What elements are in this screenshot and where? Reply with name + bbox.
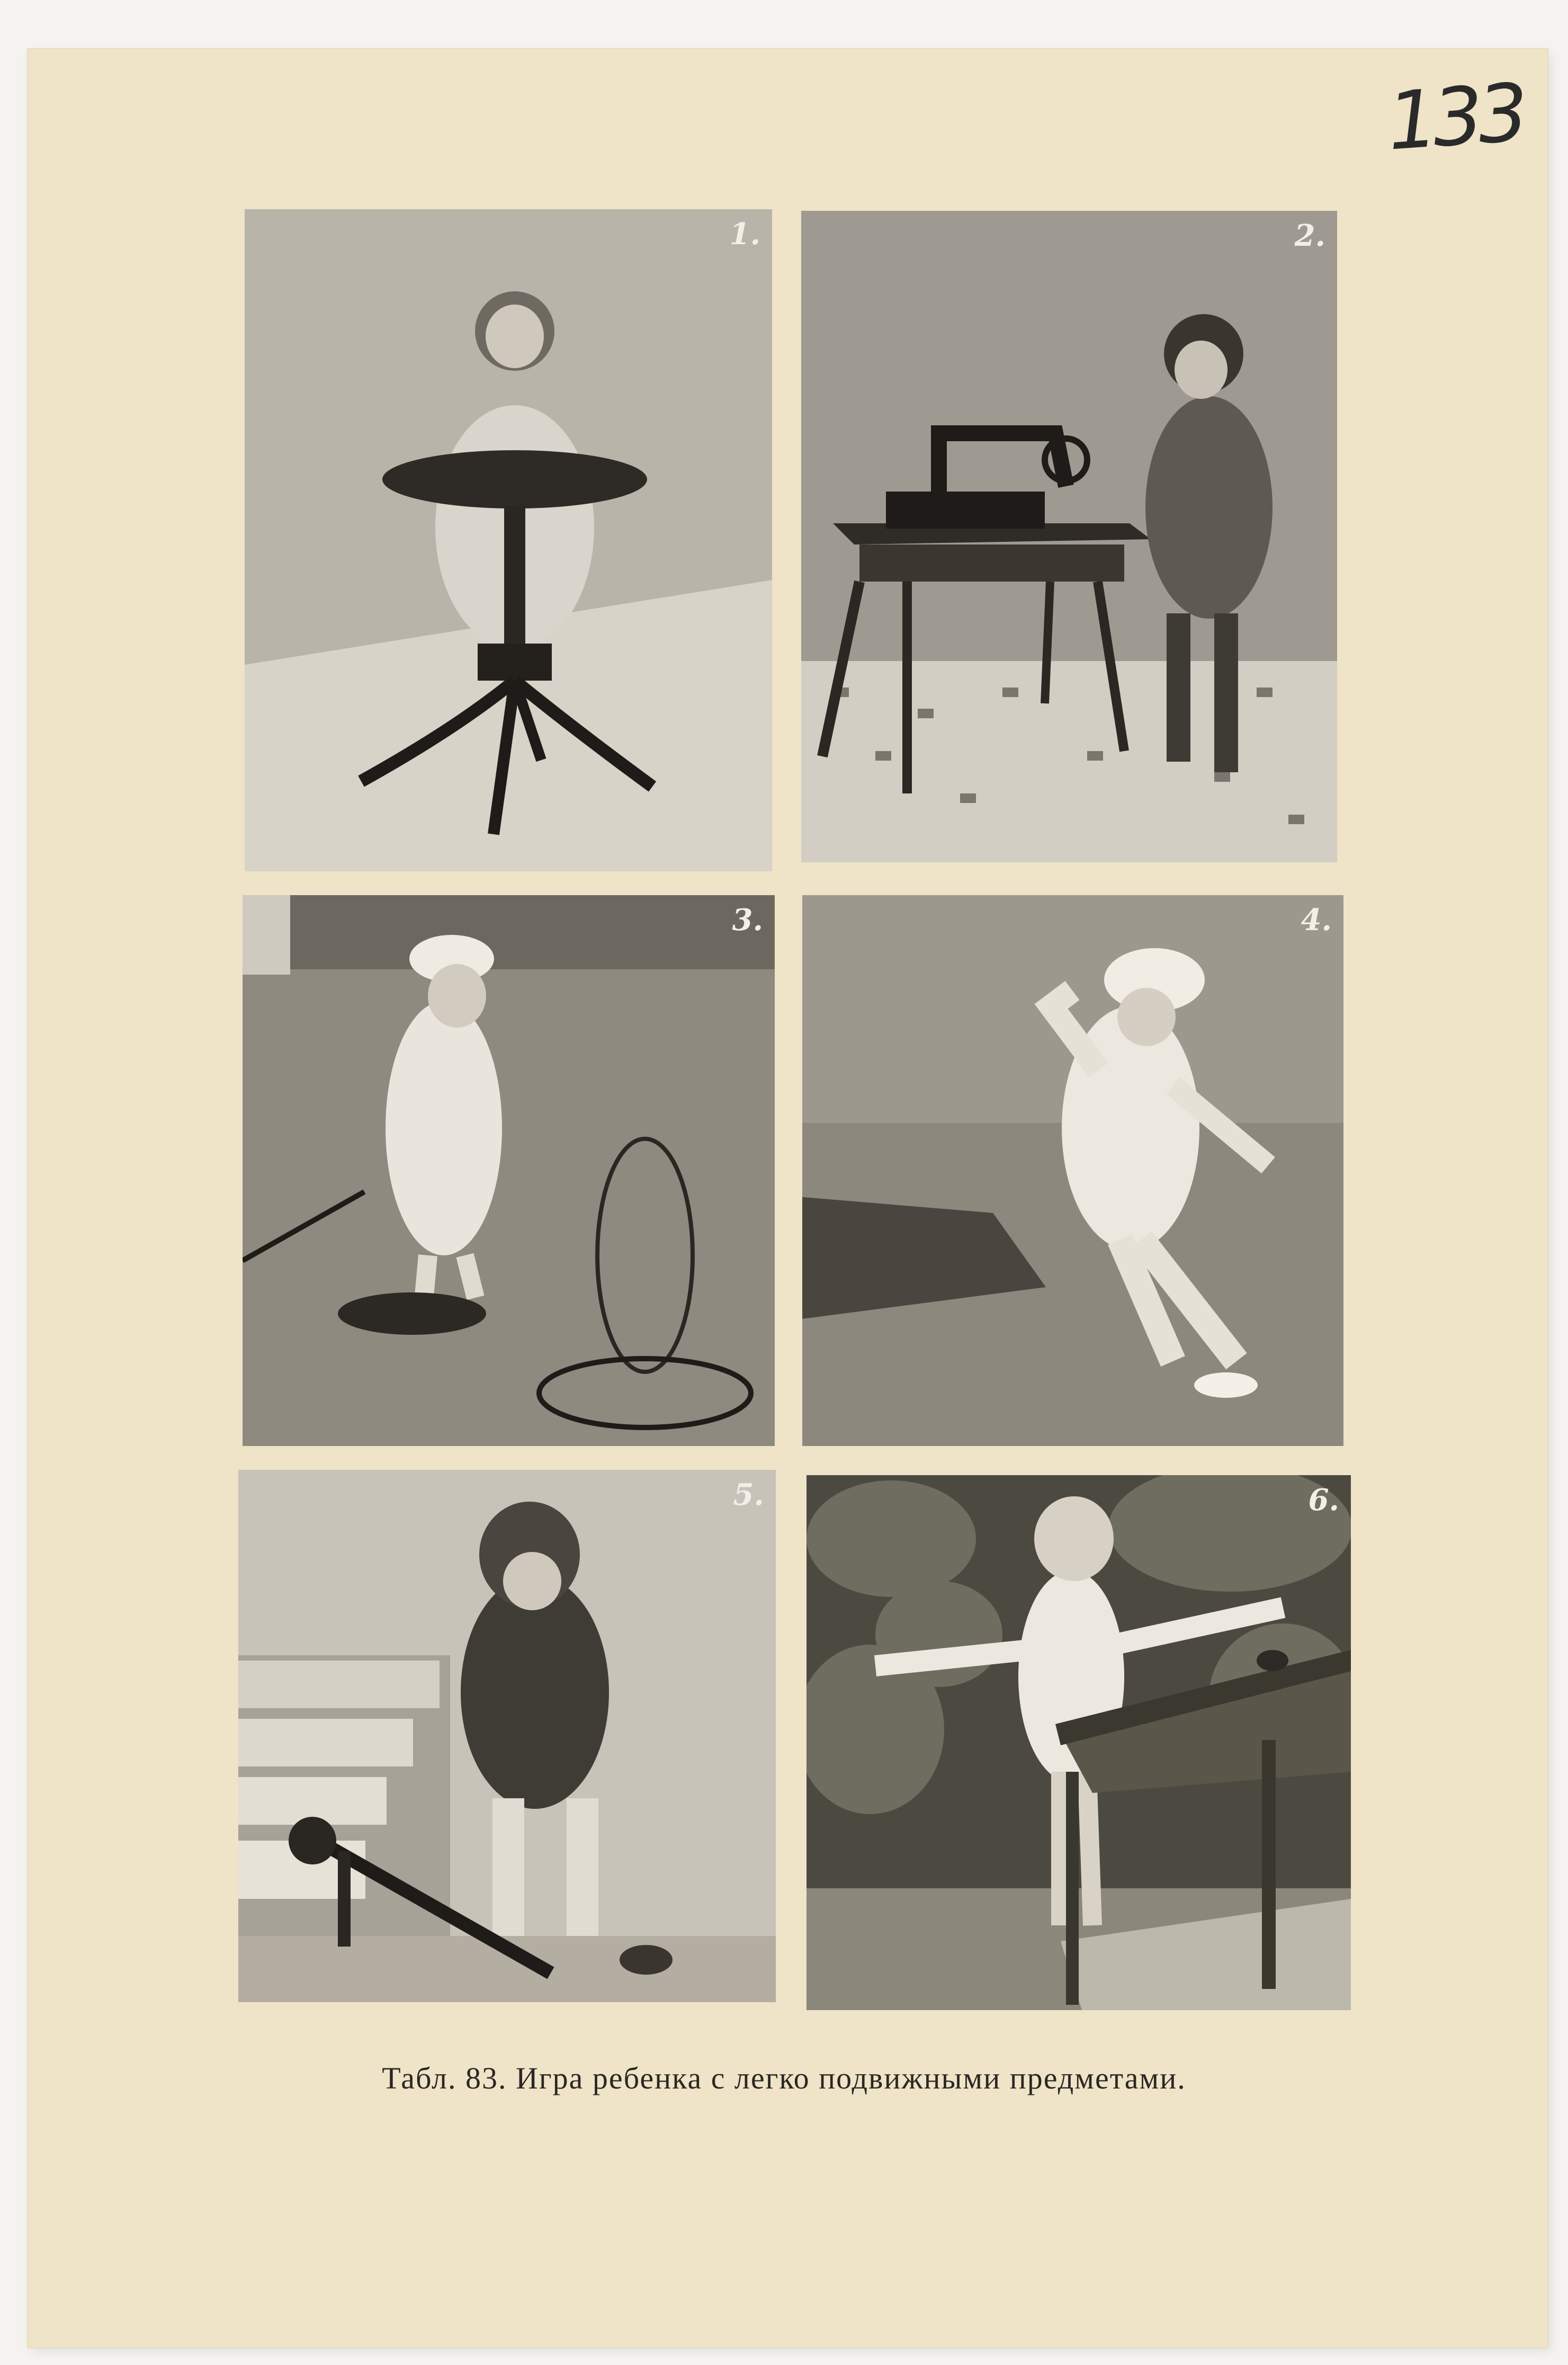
plate-number: 6.: [1308, 1483, 1339, 1518]
handwritten-page-number: 133: [1384, 67, 1527, 168]
photo-child-ramp: [238, 1470, 776, 2002]
figure-caption: Табл. 83. Игра ребенка с легко подвижными предметами.: [382, 2061, 1186, 2095]
plate-number: 4.: [1301, 903, 1332, 938]
photo-child-stool: [245, 209, 772, 871]
photo-plate-4: [802, 895, 1343, 1446]
photo-plate-5: [238, 1470, 776, 2002]
photo-child-spinning-top: [807, 1475, 1351, 2010]
photo-child-sewing-machine: [801, 211, 1337, 862]
photo-child-hoop: [243, 895, 775, 1446]
photo-plate-2: [801, 211, 1337, 862]
plate-number: 3.: [732, 903, 763, 938]
plate-number: 1.: [729, 217, 760, 252]
plate-number: 5.: [733, 1477, 764, 1512]
plate-number: 2.: [1294, 218, 1325, 253]
photo-plate-1: [245, 209, 772, 871]
photo-plate-6: [807, 1475, 1351, 2010]
photo-child-running: [802, 895, 1343, 1446]
photo-plate-3: [243, 895, 775, 1446]
